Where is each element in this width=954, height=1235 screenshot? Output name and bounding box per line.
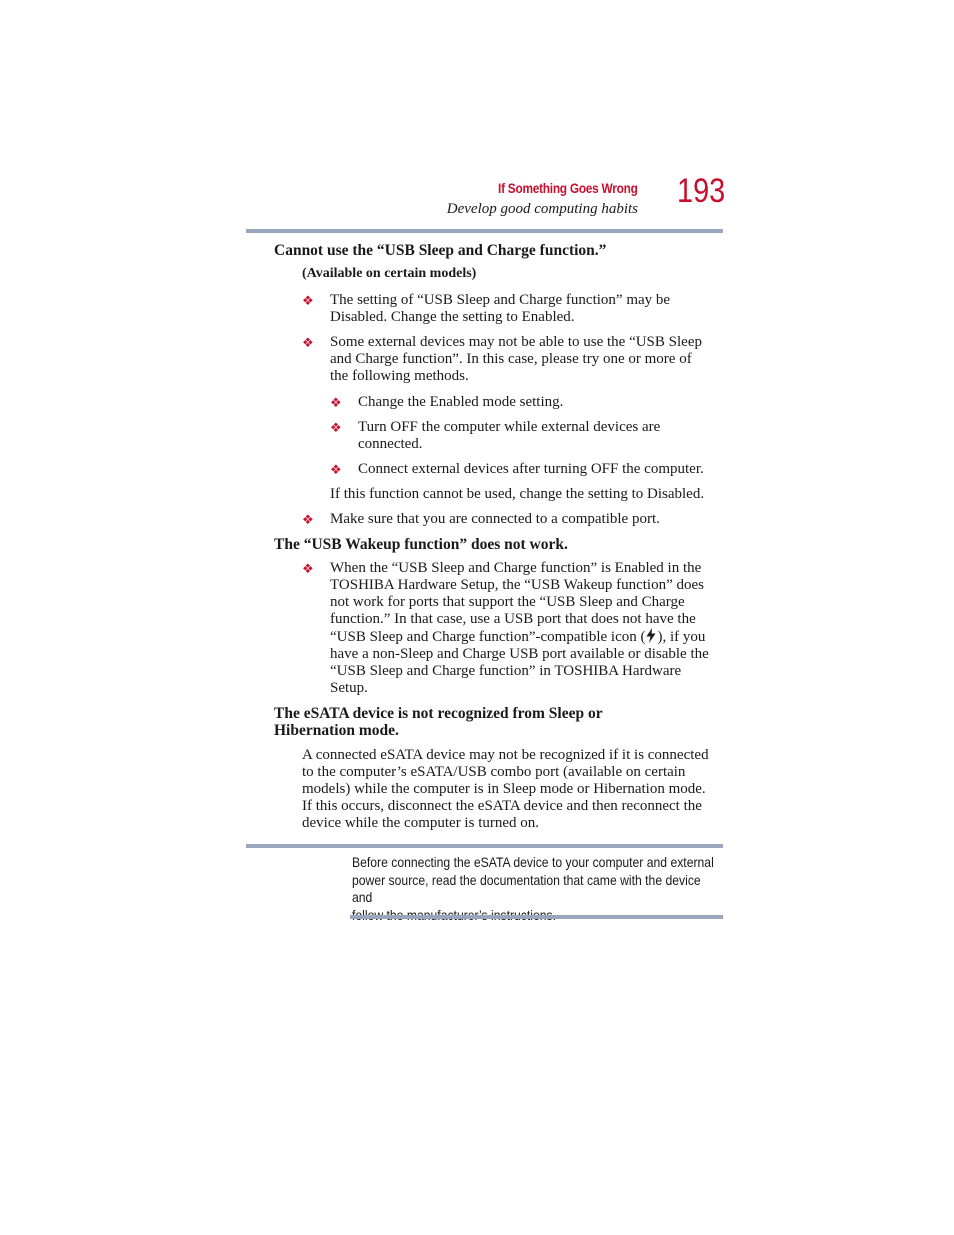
- page-number: 193: [677, 172, 726, 210]
- diamond-bullet-icon: ❖: [302, 293, 314, 308]
- lightning-bolt-icon: [645, 628, 657, 643]
- diamond-bullet-icon: ❖: [330, 420, 342, 435]
- heading-subtitle: (Available on certain models): [302, 266, 477, 281]
- paragraph: A connected eSATA device may not be recognized if it is connected to the computer’s eSATA/USB combo port (available on certain models) while the computer is in Sleep mode or Hibernation mode. If this occurs, disconnect the eSATA device and then reconnect the device while the computer is turned on.: [302, 747, 709, 831]
- bullet-text: The setting of “USB Sleep and Charge function” may be Disabled. Change the setting to Enabled.: [330, 292, 671, 325]
- diamond-bullet-icon: ❖: [302, 335, 314, 350]
- note-text: Before connecting the eSATA device to your computer and external power source, read the documentation that came with the device and: [352, 854, 714, 905]
- sub-bullet-text: Turn OFF the computer while external devices are connected.: [358, 419, 661, 452]
- bullet-text: Some external devices may not be able to use the “USB Sleep and Charge function”. In this case, please try one or more of the following methods.: [330, 334, 702, 384]
- note-bottom-rule: [350, 915, 723, 919]
- section-title: Develop good computing habits: [446, 201, 638, 217]
- diamond-bullet-icon: ❖: [330, 462, 342, 477]
- diamond-bullet-icon: ❖: [302, 561, 314, 576]
- sub-bullet-text: Connect external devices after turning OFF the computer.: [358, 461, 704, 477]
- chapter-title: If Something Goes Wrong: [498, 181, 638, 196]
- heading-esata: The eSATA device is not recognized from Sleep or Hibernation mode.: [274, 705, 603, 739]
- sub-bullet-text: Change the Enabled mode setting.: [358, 394, 564, 410]
- header-rule: [246, 229, 723, 233]
- diamond-bullet-icon: ❖: [302, 512, 314, 527]
- note-top-rule: [246, 844, 723, 848]
- paragraph: If this function cannot be used, change the setting to Disabled.: [330, 486, 705, 502]
- diamond-bullet-icon: ❖: [330, 395, 342, 410]
- bullet-text: When the “USB Sleep and Charge function” is Enabled in the TOSHIBA Hardware Setup, the “USB Wakeup function” does not work for ports that support the “USB Sleep and Charge function.” In that case, use a USB port that does not have the “USB Sleep and Charge function”-compatible icon ( ), if you have a non-Sleep and Charge USB port available or disable the “USB Sleep and Charge function” in TOSHIBA Hardware Setup.: [330, 560, 709, 696]
- heading-usb-wakeup: The “USB Wakeup function” does not work.: [274, 536, 568, 553]
- bullet-text: Make sure that you are connected to a compatible port.: [330, 511, 660, 527]
- heading-usb-sleep-charge: Cannot use the “USB Sleep and Charge function.”: [274, 242, 607, 259]
